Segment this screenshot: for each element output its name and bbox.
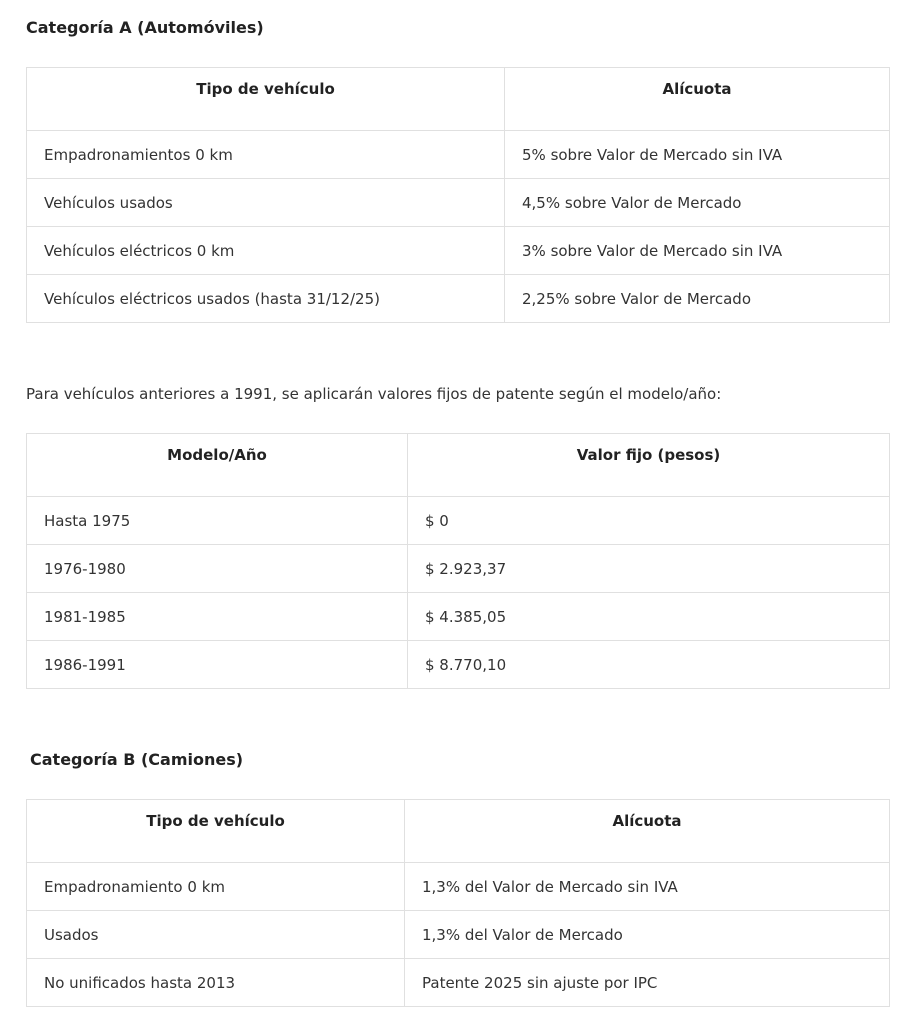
vehicle-type-cell: Usados — [27, 911, 405, 959]
fixed-value-cell: $ 8.770,10 — [408, 641, 890, 689]
table-row — [27, 227, 890, 275]
model-year-cell: 1981-1985 — [27, 593, 408, 641]
category-a-table — [26, 67, 890, 323]
fixed-value-cell: $ 4.385,05 — [408, 593, 890, 641]
rate-cell: 3% sobre Valor de Mercado sin IVA — [505, 227, 890, 275]
table-header-row — [27, 800, 890, 863]
vehicle-type-cell: Empadronamientos 0 km — [27, 131, 505, 179]
rate-cell: 5% sobre Valor de Mercado sin IVA — [505, 131, 890, 179]
header-valor-fijo: Valor fijo (pesos) — [408, 434, 890, 497]
header-modelo-ano: Modelo/Año — [27, 434, 408, 497]
table-row — [27, 863, 890, 911]
table-header-row — [27, 68, 890, 131]
fixed-values-table — [26, 433, 890, 689]
table-row — [27, 497, 890, 545]
fixed-value-cell: $ 0 — [408, 497, 890, 545]
header-tipo-vehiculo: Tipo de vehículo — [27, 68, 505, 131]
rate-cell: 1,3% del Valor de Mercado sin IVA — [405, 863, 890, 911]
rate-cell: 1,3% del Valor de Mercado — [405, 911, 890, 959]
table-header-row — [27, 434, 890, 497]
table-row — [27, 641, 890, 689]
vehicle-type-cell: Vehículos eléctricos usados (hasta 31/12/25) — [27, 275, 505, 323]
category-a-title: Categoría A (Automóviles) — [26, 18, 264, 37]
pre-1991-note: Para vehículos anteriores a 1991, se aplicarán valores fijos de patente según el modelo/año: — [26, 385, 722, 403]
rate-cell: 2,25% sobre Valor de Mercado — [505, 275, 890, 323]
vehicle-type-cell: Vehículos usados — [27, 179, 505, 227]
vehicle-type-cell: Empadronamiento 0 km — [27, 863, 405, 911]
fixed-value-cell: $ 2.923,37 — [408, 545, 890, 593]
table-row — [27, 179, 890, 227]
header-alicuota: Alícuota — [505, 68, 890, 131]
rate-cell: Patente 2025 sin ajuste por IPC — [405, 959, 890, 1007]
vehicle-type-cell: Vehículos eléctricos 0 km — [27, 227, 505, 275]
table-row — [27, 959, 890, 1007]
model-year-cell: 1986-1991 — [27, 641, 408, 689]
table-row — [27, 131, 890, 179]
model-year-cell: 1976-1980 — [27, 545, 408, 593]
category-b-title: Categoría B (Camiones) — [30, 750, 244, 769]
vehicle-type-cell: No unificados hasta 2013 — [27, 959, 405, 1007]
table-row — [27, 911, 890, 959]
table-row — [27, 545, 890, 593]
table-row — [27, 275, 890, 323]
rate-cell: 4,5% sobre Valor de Mercado — [505, 179, 890, 227]
header-alicuota: Alícuota — [405, 800, 890, 863]
table-row — [27, 593, 890, 641]
category-b-table — [26, 799, 890, 1007]
model-year-cell: Hasta 1975 — [27, 497, 408, 545]
header-tipo-vehiculo: Tipo de vehículo — [27, 800, 405, 863]
